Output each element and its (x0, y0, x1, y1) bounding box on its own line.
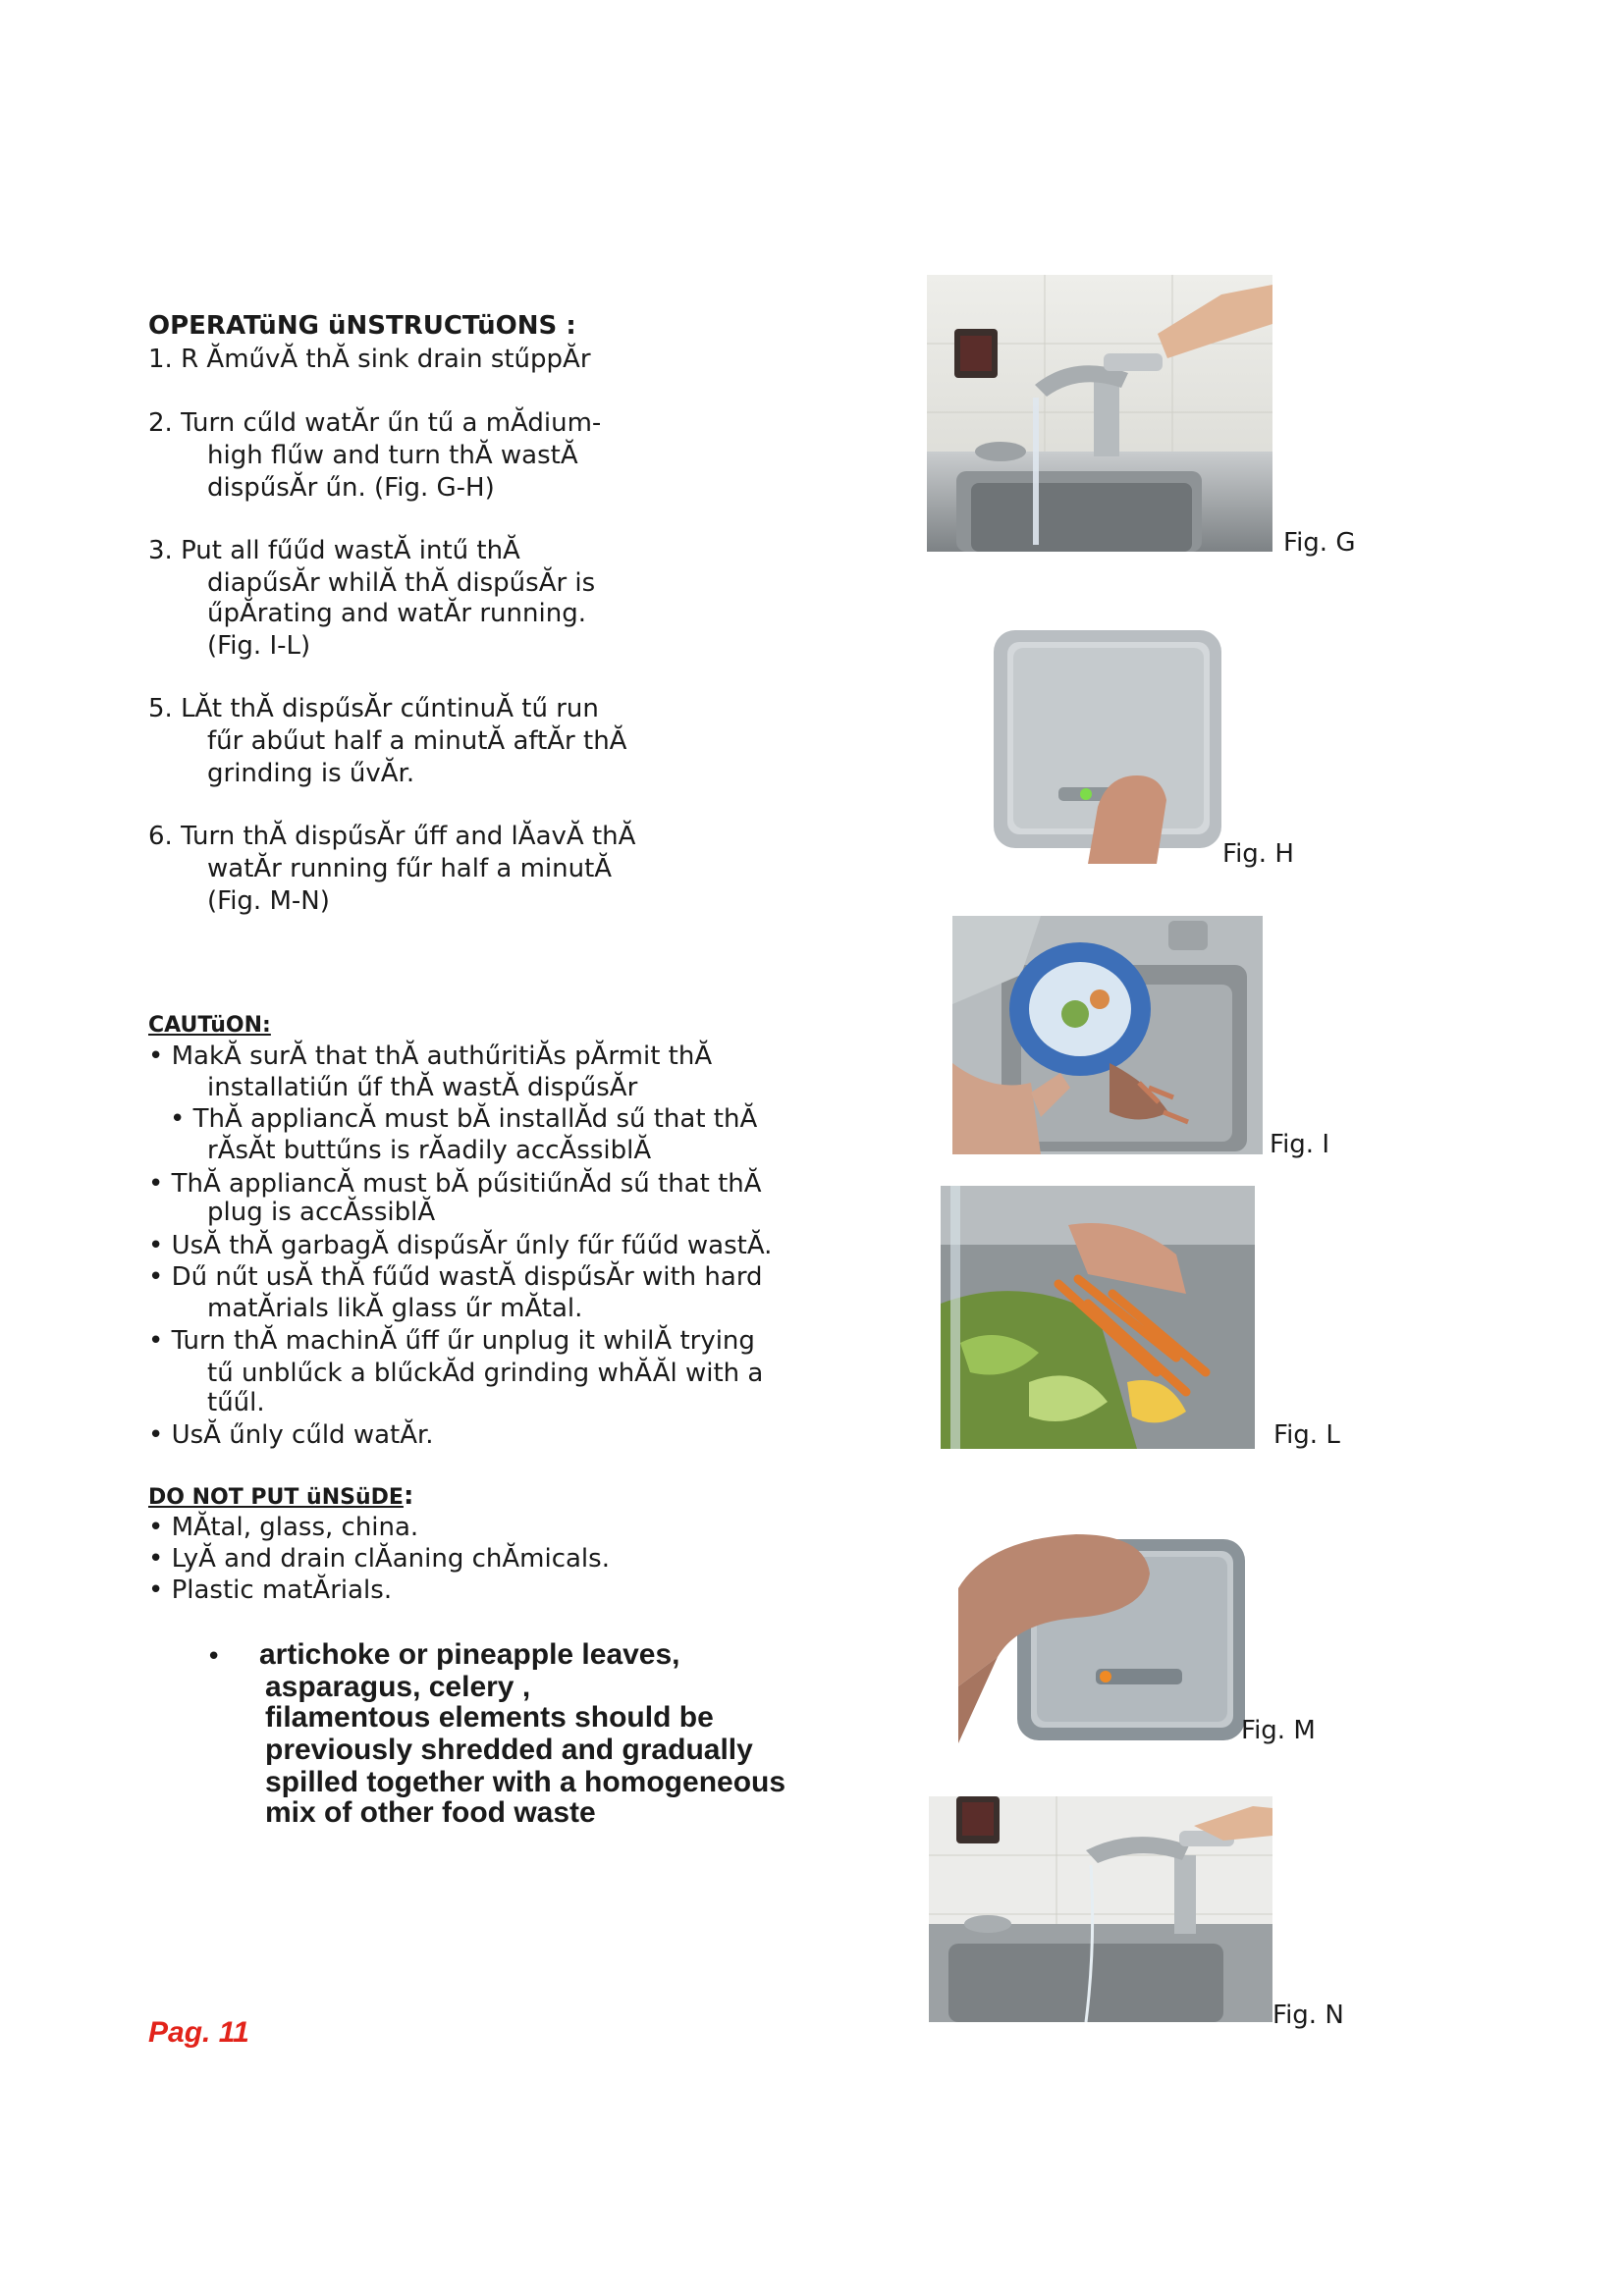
caution-item-6-line-3: tűűl. (207, 1388, 265, 1417)
note-line-2: asparagus, celery , (265, 1671, 531, 1703)
caution-item-5-line-1: • Dű nűt usĂ thĂ fűűd wastĂ dispűsĂr with hard (148, 1262, 763, 1292)
figure-h-photo (990, 628, 1223, 864)
caution-item-4: • UsĂ thĂ garbagĂ dispűsĂr űnly fűr fűűd wastĂ. (148, 1231, 773, 1260)
step-5-line-2: fűr abűut half a minutĂ aftĂr thĂ (207, 726, 627, 756)
donot-heading-colon: : (403, 1481, 414, 1511)
donot-heading: DO NOT PUT üNSüDE (148, 1485, 404, 1510)
note-bullet: • (206, 1642, 222, 1672)
page-number: Pag. 11 (148, 2016, 249, 2049)
caution-item-1-line-2: installatiűn űf thĂ wastĂ dispűsĂr (207, 1073, 638, 1102)
note-line-6: mix of other food waste (265, 1796, 596, 1829)
figure-i-caption: Fig. I (1270, 1130, 1329, 1159)
step-6-line-1: 6. Turn thĂ dispűsĂr űff and lĂavĂ thĂ (148, 822, 636, 851)
caution-item-3-line-1: • ThĂ appliancĂ must bĂ pűsitiűnĂd sű that thĂ (148, 1169, 762, 1199)
figure-m-photo (958, 1520, 1249, 1743)
step-2-line-2: high flűw and turn thĂ wastĂ (207, 441, 578, 470)
note-line-1: artichoke or pineapple leaves, (259, 1638, 680, 1671)
figure-g-photo (927, 275, 1272, 552)
caution-item-2-line-1: • ThĂ appliancĂ must bĂ installĂd sű that thĂ (170, 1104, 758, 1134)
figure-i-photo (952, 916, 1263, 1154)
figure-n-caption: Fig. N (1272, 2001, 1344, 2030)
step-2-line-3: dispűsĂr űn. (Fig. G-H) (207, 473, 495, 503)
caution-heading: CAUTüON: (148, 1013, 271, 1038)
figure-l-photo (941, 1186, 1255, 1449)
step-6-line-3: (Fig. M-N) (207, 886, 330, 916)
figure-l-caption: Fig. L (1273, 1420, 1340, 1450)
step-2-line-1: 2. Turn cűld watĂr űn tű a mĂdium- (148, 408, 602, 438)
step-3-line-3: űpĂrating and watĂr running. (207, 599, 586, 628)
caution-item-6-line-2: tű unblűck a blűckĂd grinding whĂĂl with a (207, 1359, 764, 1388)
step-3-line-4: (Fig. I-L) (207, 631, 311, 661)
caution-item-3-line-2: plug is accĂssiblĂ (207, 1198, 436, 1227)
caution-item-6-line-1: • Turn thĂ machinĂ űff űr unplug it whilĂ trying (148, 1326, 755, 1356)
step-5-line-1: 5. LĂt thĂ dispűsĂr cűntinuĂ tű run (148, 694, 599, 723)
note-line-3: filamentous elements should be (265, 1701, 714, 1734)
donot-item-2: • LyĂ and drain clĂaning chĂmicals. (148, 1544, 610, 1574)
caution-item-7: • UsĂ űnly cűld watĂr. (148, 1420, 434, 1450)
donot-item-1: • MĂtal, glass, china. (148, 1513, 419, 1542)
caution-item-5-line-2: matĂrials likĂ glass űr mĂtal. (207, 1294, 583, 1323)
step-5-line-3: grinding is űvĂr. (207, 759, 415, 788)
donot-heading-wrap (148, 1480, 413, 1514)
note-line-5: spilled together with a homogeneous (265, 1766, 786, 1798)
step-6-line-2: watĂr running fűr half a minutĂ (207, 854, 613, 883)
figure-g-caption: Fig. G (1283, 528, 1356, 558)
note-line-4: previously shredded and gradually (265, 1734, 753, 1766)
instructions-heading: OPERATüNG üNSTRUCTüONS : (148, 311, 576, 341)
step-1: 1. R ĂművĂ thĂ sink drain stűppĂr (148, 345, 591, 374)
figure-m-caption: Fig. M (1241, 1716, 1316, 1745)
figure-n-photo (929, 1796, 1272, 2022)
caution-item-1-line-1: • MakĂ surĂ that thĂ authűritiĂs pĂrmit thĂ (148, 1041, 713, 1071)
step-3-line-2: diapűsĂr whilĂ thĂ dispűsĂr is (207, 568, 596, 598)
step-3-line-1: 3. Put all fűűd wastĂ intű thĂ (148, 536, 520, 565)
figure-h-caption: Fig. H (1222, 839, 1294, 869)
donot-item-3: • Plastic matĂrials. (148, 1575, 393, 1605)
caution-item-2-line-2: rĂsĂt buttűns is rĂadily accĂssiblĂ (207, 1136, 652, 1165)
